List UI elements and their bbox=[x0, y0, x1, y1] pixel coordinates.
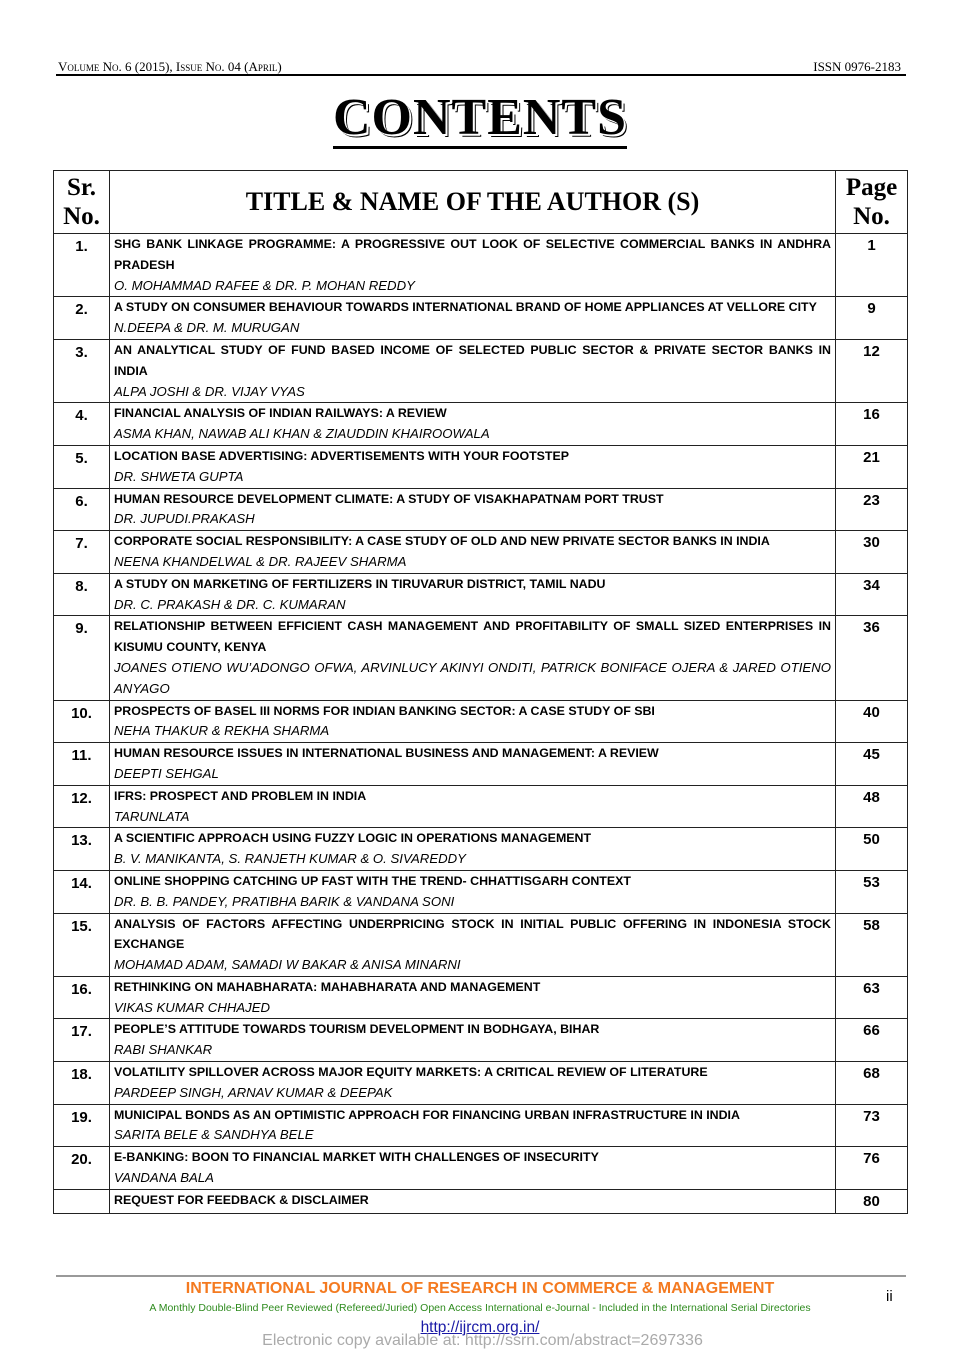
article-cell bbox=[110, 403, 836, 446]
sr-no: 2. bbox=[54, 297, 110, 340]
article-title[interactable]: AN ANALYTICAL STUDY OF FUND BASED INCOME OF SELECTED PUBLIC SECTOR & PRIVATE SECTOR BANKS IN INDIA bbox=[114, 342, 831, 378]
article-title[interactable]: ONLINE SHOPPING CATCHING UP FAST WITH THE TREND- CHHATTISGARH CONTEXT bbox=[114, 873, 631, 888]
page-no: 80 bbox=[836, 1189, 908, 1213]
article-authors: N.DEEPA & DR. M. MURUGAN bbox=[114, 320, 300, 336]
col-sr-no: Sr. No. bbox=[54, 171, 110, 234]
sr-no: 16. bbox=[54, 976, 110, 1019]
sr-no: 4. bbox=[54, 403, 110, 446]
page-no: 23 bbox=[836, 488, 908, 531]
sr-no: 1. bbox=[54, 234, 110, 297]
electronic-copy-note: Electronic copy available at: http://ssrn.com/abstract=2697336 bbox=[262, 1332, 703, 1349]
article-authors: VIKAS KUMAR CHHAJED bbox=[114, 999, 271, 1015]
article-cell bbox=[110, 1062, 836, 1105]
page-no: 53 bbox=[836, 870, 908, 913]
article-cell bbox=[110, 743, 836, 786]
article-title[interactable]: A STUDY ON CONSUMER BEHAVIOUR TOWARDS INTERNATIONAL BRAND OF HOME APPLIANCES AT VELLORE CITY bbox=[114, 300, 817, 315]
table-row bbox=[54, 339, 908, 402]
table-row bbox=[54, 870, 908, 913]
sr-no: 8. bbox=[54, 573, 110, 616]
article-title[interactable]: FINANCIAL ANALYSIS OF INDIAN RAILWAYS: A REVIEW bbox=[114, 406, 447, 421]
table-row bbox=[54, 976, 908, 1019]
table-row bbox=[54, 785, 908, 828]
page-no: 50 bbox=[836, 828, 908, 871]
running-header bbox=[58, 59, 901, 75]
article-authors: JOANES OTIENO WU’ADONGO OFWA, ARVINLUCY AKINYI ONDITI, PATRICK BONIFACE OJERA & JARED OTIENO ANYAGO bbox=[114, 659, 831, 696]
sr-no: 20. bbox=[54, 1147, 110, 1190]
article-cell bbox=[110, 234, 836, 297]
sr-no: 19. bbox=[54, 1104, 110, 1147]
article-title[interactable]: MUNICIPAL BONDS AS AN OPTIMISTIC APPROACH FOR FINANCING URBAN INFRASTRUCTURE IN INDIA bbox=[114, 1107, 740, 1122]
article-authors: DEEPTI SEHGAL bbox=[114, 765, 219, 781]
article-title[interactable]: LOCATION BASE ADVERTISING: ADVERTISEMENTS WITH YOUR FOOTSTEP bbox=[114, 448, 570, 463]
header-divider bbox=[56, 74, 906, 76]
article-cell bbox=[110, 573, 836, 616]
article-authors: MOHAMAD ADAM, SAMADI W BAKAR & ANISA MINARNI bbox=[114, 957, 461, 973]
table-row bbox=[54, 1147, 908, 1190]
table-row bbox=[54, 743, 908, 786]
journal-tagline: A Monthly Double-Blind Peer Reviewed (Refereed/Juried) Open Access International e-Journal - Included in the International Serial Directories bbox=[149, 1302, 811, 1314]
article-title[interactable]: PEOPLE’S ATTITUDE TOWARDS TOURISM DEVELOPMENT IN BODHGAYA, BIHAR bbox=[114, 1022, 600, 1037]
page-number: ii bbox=[886, 1288, 893, 1305]
table-row bbox=[54, 700, 908, 743]
table-row bbox=[54, 531, 908, 574]
article-title[interactable]: SHG BANK LINKAGE PROGRAMME: A PROGRESSIVE OUT LOOK OF SELECTIVE COMMERCIAL BANKS IN ANDHRA PRADESH bbox=[114, 237, 831, 272]
table-row bbox=[54, 445, 908, 488]
article-authors: ASMA KHAN, NAWAB ALI KHAN & ZIAUDDIN KHAIROOWALA bbox=[114, 426, 490, 442]
article-title[interactable]: HUMAN RESOURCE ISSUES IN INTERNATIONAL BUSINESS AND MANAGEMENT: A REVIEW bbox=[114, 746, 659, 761]
article-authors: NEHA THAKUR & REKHA SHARMA bbox=[114, 723, 330, 739]
article-authors: DR. C. PRAKASH & DR. C. KUMARAN bbox=[114, 596, 346, 612]
article-title[interactable]: A STUDY ON MARKETING OF FERTILIZERS IN TIRUVARUR DISTRICT, TAMIL NADU bbox=[114, 576, 606, 591]
sr-no: 14. bbox=[54, 870, 110, 913]
article-authors: DR. SHWETA GUPTA bbox=[114, 468, 244, 484]
page-no: 12 bbox=[836, 339, 908, 402]
sr-no: 5. bbox=[54, 445, 110, 488]
sr-no: 13. bbox=[54, 828, 110, 871]
article-authors: DR. JUPUDI.PRAKASH bbox=[114, 511, 255, 527]
article-cell bbox=[110, 700, 836, 743]
article-title[interactable]: HUMAN RESOURCE DEVELOPMENT CLIMATE: A STUDY OF VISAKHAPATNAM PORT TRUST bbox=[114, 491, 664, 506]
sr-no: 17. bbox=[54, 1019, 110, 1062]
feedback-row bbox=[54, 1189, 908, 1213]
page-no: 68 bbox=[836, 1062, 908, 1105]
feedback-title[interactable]: REQUEST FOR FEEDBACK & DISCLAIMER bbox=[110, 1189, 836, 1213]
article-title[interactable]: IFRS: PROSPECT AND PROBLEM IN INDIA bbox=[114, 788, 367, 803]
article-cell bbox=[110, 785, 836, 828]
sr-no: 15. bbox=[54, 913, 110, 976]
table-row bbox=[54, 1019, 908, 1062]
sr-no: 18. bbox=[54, 1062, 110, 1105]
article-authors: O. MOHAMMAD RAFEE & DR. P. MOHAN REDDY bbox=[114, 277, 415, 293]
page-no: 76 bbox=[836, 1147, 908, 1190]
article-cell bbox=[110, 1104, 836, 1147]
article-cell bbox=[110, 976, 836, 1019]
article-authors: B. V. MANIKANTA, S. RANJETH KUMAR & O. SIVAREDDY bbox=[114, 851, 466, 867]
article-title[interactable]: CORPORATE SOCIAL RESPONSIBILITY: A CASE STUDY OF OLD AND NEW PRIVATE SECTOR BANKS IN INDIA bbox=[114, 534, 770, 549]
article-title[interactable]: E-BANKING: BOON TO FINANCIAL MARKET WITH CHALLENGES OF INSECURITY bbox=[114, 1150, 599, 1165]
article-authors: ALPA JOSHI & DR. VIJAY VYAS bbox=[114, 383, 305, 399]
page-no: 63 bbox=[836, 976, 908, 1019]
page-no: 58 bbox=[836, 913, 908, 976]
sr-no: 6. bbox=[54, 488, 110, 531]
page-no: 34 bbox=[836, 573, 908, 616]
article-title[interactable]: VOLATILITY SPILLOVER ACROSS MAJOR EQUITY MARKETS: A CRITICAL REVIEW OF LITERATURE bbox=[114, 1065, 708, 1080]
article-cell bbox=[110, 828, 836, 871]
article-authors: TARUNLATA bbox=[114, 808, 190, 824]
article-authors: DR. B. B. PANDEY, PRATIBHA BARIK & VANDANA SONI bbox=[114, 893, 455, 909]
table-row bbox=[54, 573, 908, 616]
page-no: 16 bbox=[836, 403, 908, 446]
table-row bbox=[54, 403, 908, 446]
article-authors: VANDANA BALA bbox=[114, 1170, 214, 1186]
article-title[interactable]: RETHINKING ON MAHABHARATA: MAHABHARATA AND MANAGEMENT bbox=[114, 979, 541, 994]
page-no: 30 bbox=[836, 531, 908, 574]
sr-no: 11. bbox=[54, 743, 110, 786]
sr-no: 3. bbox=[54, 339, 110, 402]
table-row bbox=[54, 616, 908, 700]
article-title[interactable]: A SCIENTIFIC APPROACH USING FUZZY LOGIC IN OPERATIONS MANAGEMENT bbox=[114, 831, 592, 846]
journal-name: INTERNATIONAL JOURNAL OF RESEARCH IN COMMERCE & MANAGEMENT bbox=[185, 1280, 775, 1297]
article-cell bbox=[110, 339, 836, 402]
page-no: 73 bbox=[836, 1104, 908, 1147]
article-authors: NEENA KHANDELWAL & DR. RAJEEV SHARMA bbox=[114, 553, 407, 569]
page-no: 48 bbox=[836, 785, 908, 828]
page-no: 21 bbox=[836, 445, 908, 488]
col-page-no: Page No. bbox=[836, 171, 908, 234]
article-title[interactable]: RELATIONSHIP BETWEEN EFFICIENT CASH MANAGEMENT AND PROFITABILITY OF SMALL SIZED ENTERPRISES IN KISUMU COUNTY, KENYA bbox=[114, 619, 831, 655]
page-no: 66 bbox=[836, 1019, 908, 1062]
article-cell bbox=[110, 616, 836, 700]
article-cell bbox=[110, 1019, 836, 1062]
article-authors: RABI SHANKAR bbox=[114, 1042, 213, 1058]
article-authors: PARDEEP SINGH, ARNAV KUMAR & DEEPAK bbox=[114, 1084, 393, 1100]
sr-no: 7. bbox=[54, 531, 110, 574]
sr-no: 9. bbox=[54, 616, 110, 700]
table-row bbox=[54, 297, 908, 340]
article-cell bbox=[110, 488, 836, 531]
sr-no: 10. bbox=[54, 700, 110, 743]
page-no: 45 bbox=[836, 743, 908, 786]
article-title[interactable]: PROSPECTS OF BASEL III NORMS FOR INDIAN BANKING SECTOR: A CASE STUDY OF SBI bbox=[114, 703, 655, 718]
article-cell bbox=[110, 1147, 836, 1190]
col-title: TITLE & NAME OF THE AUTHOR (S) bbox=[110, 171, 836, 234]
article-cell bbox=[110, 531, 836, 574]
table-row bbox=[54, 1062, 908, 1105]
table-row bbox=[54, 1104, 908, 1147]
table-row bbox=[54, 488, 908, 531]
article-cell bbox=[110, 297, 836, 340]
article-authors: SARITA BELE & SANDHYA BELE bbox=[114, 1127, 314, 1143]
table-row bbox=[54, 913, 908, 976]
page-no: 9 bbox=[836, 297, 908, 340]
sr-no: 12. bbox=[54, 785, 110, 828]
page-no: 40 bbox=[836, 700, 908, 743]
page-no: 36 bbox=[836, 616, 908, 700]
footer-divider bbox=[56, 1275, 906, 1277]
issn: ISSN 0976-2183 bbox=[813, 59, 901, 74]
article-cell bbox=[110, 913, 836, 976]
table-row bbox=[54, 234, 908, 297]
article-cell bbox=[110, 870, 836, 913]
journal-url-link[interactable]: http://ijrcm.org.in/ bbox=[420, 1319, 540, 1336]
table-row bbox=[54, 828, 908, 871]
volume-issue: Volume No. 6 (2015), Issue No. 04 (April) bbox=[58, 59, 282, 74]
page-title: CONTENTS bbox=[0, 92, 960, 149]
page-no: 1 bbox=[836, 234, 908, 297]
article-cell bbox=[110, 445, 836, 488]
article-title[interactable]: ANALYSIS OF FACTORS AFFECTING UNDERPRICING STOCK IN INITIAL PUBLIC OFFERING IN INDONESIA STOCK EXCHANGE bbox=[114, 916, 831, 952]
contents-table bbox=[53, 170, 908, 1214]
